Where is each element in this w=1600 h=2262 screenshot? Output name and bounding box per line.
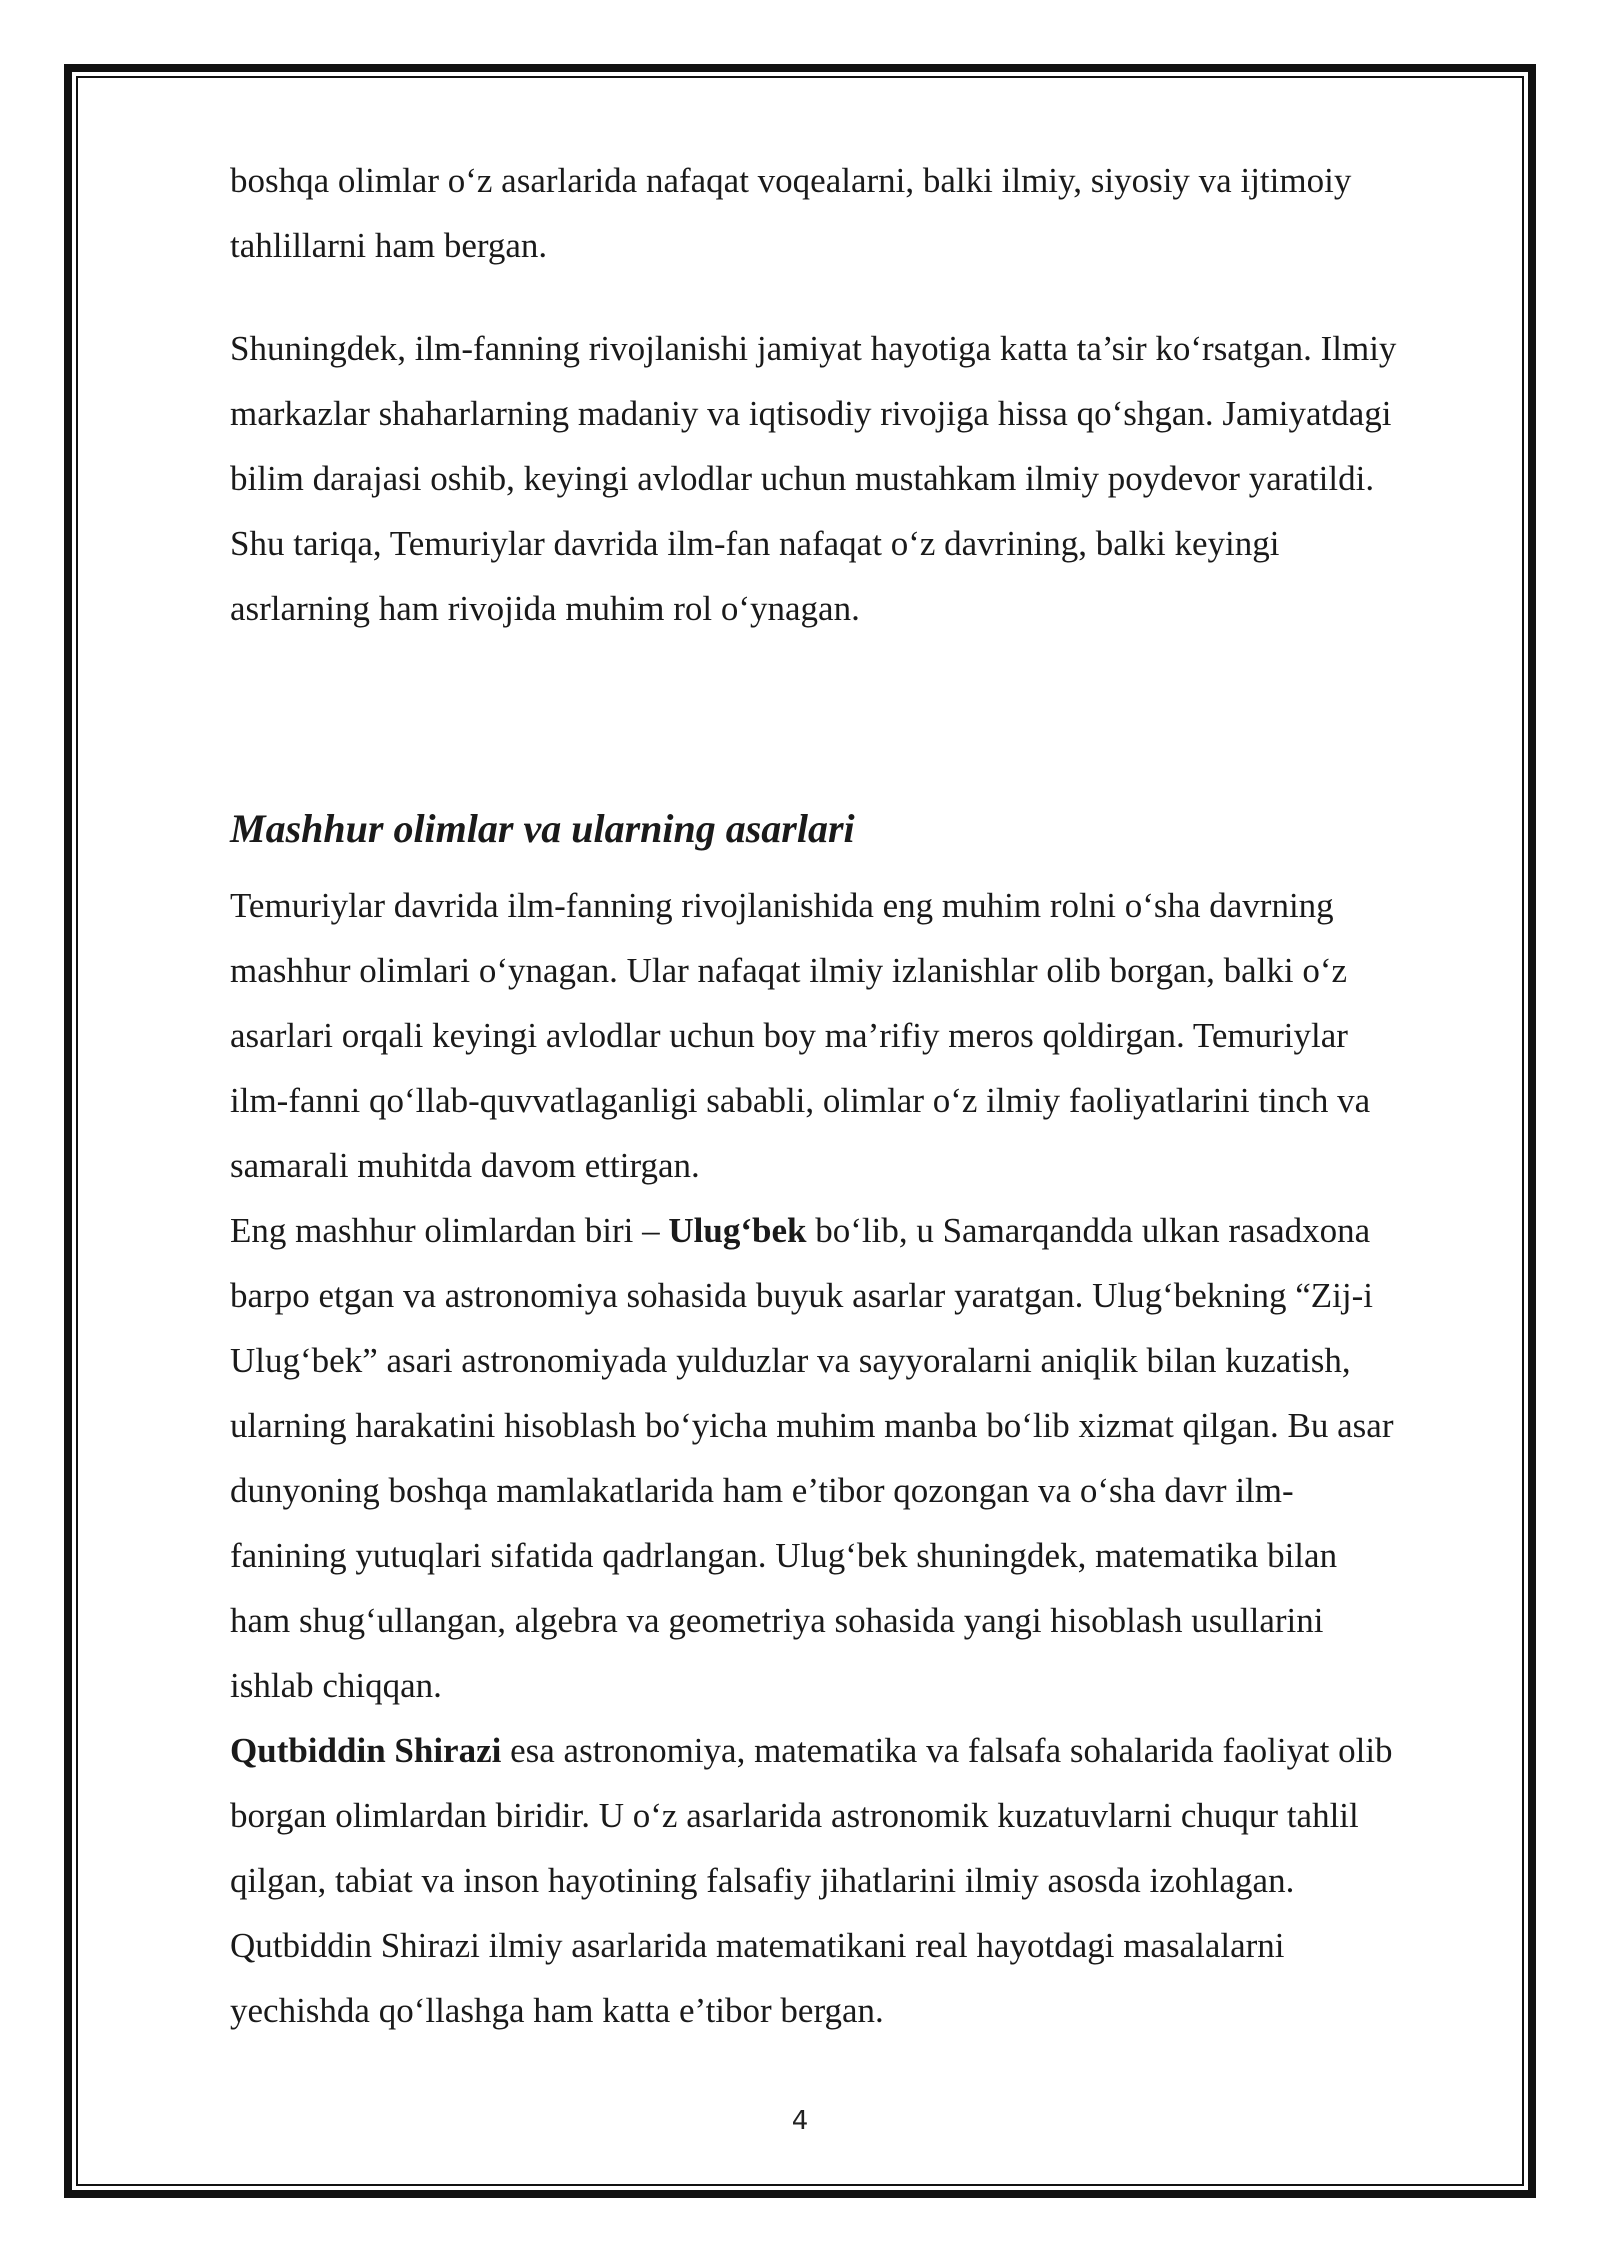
scholar-name-ulugbek: Ulug‘bek <box>668 1211 807 1250</box>
paragraph-line: asrlarning ham rivojida muhim rol o‘ynagan. <box>230 589 860 628</box>
paragraph-line: boshqa olimlar o‘z asarlarida nafaqat voqealarni, balki ilmiy, siyosiy va ijtimoiy <box>230 161 1352 200</box>
paragraph-3 <box>230 873 1505 1198</box>
paragraph-2 <box>230 316 1505 641</box>
page-number: 4 <box>791 2106 809 2136</box>
paragraph-line: ham shug‘ullangan, algebra va geometriya sohasida yangi hisoblash usullarini <box>230 1601 1324 1640</box>
paragraph-5 <box>230 1718 1505 2043</box>
paragraph-line: yechishda qo‘llashga ham katta e’tibor bergan. <box>230 1991 884 2030</box>
paragraph-line: samarali muhitda davom ettirgan. <box>230 1146 700 1185</box>
paragraph-line: Shuningdek, ilm-fanning rivojlanishi jamiyat hayotiga katta ta’sir ko‘rsatgan. Ilmiy <box>230 329 1397 368</box>
paragraph-line: Shu tariqa, Temuriylar davrida ilm-fan nafaqat o‘z davrining, balki keyingi <box>230 524 1280 563</box>
section-heading: Mashhur olimlar va ularning asarlari <box>230 806 855 851</box>
paragraph-text: Eng mashhur olimlardan biri – <box>230 1211 669 1250</box>
paragraph-line: barpo etgan va astronomiya sohasida buyuk asarlar yaratgan. Ulug‘bekning “Zij-i <box>230 1276 1373 1315</box>
paragraph-line: Qutbiddin Shirazi ilmiy asarlarida matematikani real hayotdagi masalalarni <box>230 1926 1285 1965</box>
paragraph-line: mashhur olimlari o‘ynagan. Ular nafaqat ilmiy izlanishlar olib borgan, balki o‘z <box>230 951 1348 990</box>
paragraph-line: dunyoning boshqa mamlakatlarida ham e’tibor qozongan va o‘sha davr ilm- <box>230 1471 1294 1510</box>
paragraph-1 <box>230 148 1505 278</box>
paragraph-line: borgan olimlardan biridir. U o‘z asarlarida astronomik kuzatuvlarni chuqur tahlil <box>230 1796 1359 1835</box>
paragraph-line <box>230 1198 1505 1263</box>
paragraph-line: qilgan, tabiat va inson hayotining falsafiy jihatlarini ilmiy asosda izohlagan. <box>230 1861 1295 1900</box>
paragraph-text: esa astronomiya, matematika va falsafa sohalarida faoliyat olib <box>501 1731 1393 1770</box>
paragraph-4 <box>230 1198 1505 1718</box>
paragraph-line <box>230 1718 1505 1783</box>
paragraph-line: Ulug‘bek” asari astronomiyada yulduzlar va sayyoralarni aniqlik bilan kuzatish, <box>230 1341 1351 1380</box>
paragraph-line: ularning harakatini hisoblash bo‘yicha muhim manba bo‘lib xizmat qilgan. Bu asar <box>230 1406 1394 1445</box>
paragraph-line: markazlar shaharlarning madaniy va iqtisodiy rivojiga hissa qo‘shgan. Jamiyatdagi <box>230 394 1392 433</box>
scholar-name-shirazi: Qutbiddin Shirazi <box>230 1731 502 1770</box>
paragraph-text: bo‘lib, u Samarqandda ulkan rasadxona <box>806 1211 1371 1250</box>
paragraph-line: tahlillarni ham bergan. <box>230 226 548 265</box>
page-content <box>230 148 1505 2043</box>
paragraph-line: bilim darajasi oshib, keyingi avlodlar uchun mustahkam ilmiy poydevor yaratildi. <box>230 459 1375 498</box>
paragraph-line: Temuriylar davrida ilm-fanning rivojlanishida eng muhim rolni o‘sha davrning <box>230 886 1334 925</box>
paragraph-line: ilm-fanni qo‘llab-quvvatlaganligi sababli, olimlar o‘z ilmiy faoliyatlarini tinch va <box>230 1081 1371 1120</box>
paragraph-line: fanining yutuqlari sifatida qadrlangan. Ulug‘bek shuningdek, matematika bilan <box>230 1536 1338 1575</box>
paragraph-line: ishlab chiqqan. <box>230 1666 442 1705</box>
paragraph-line: asarlari orqali keyingi avlodlar uchun boy ma’rifiy meros qoldirgan. Temuriylar <box>230 1016 1348 1055</box>
